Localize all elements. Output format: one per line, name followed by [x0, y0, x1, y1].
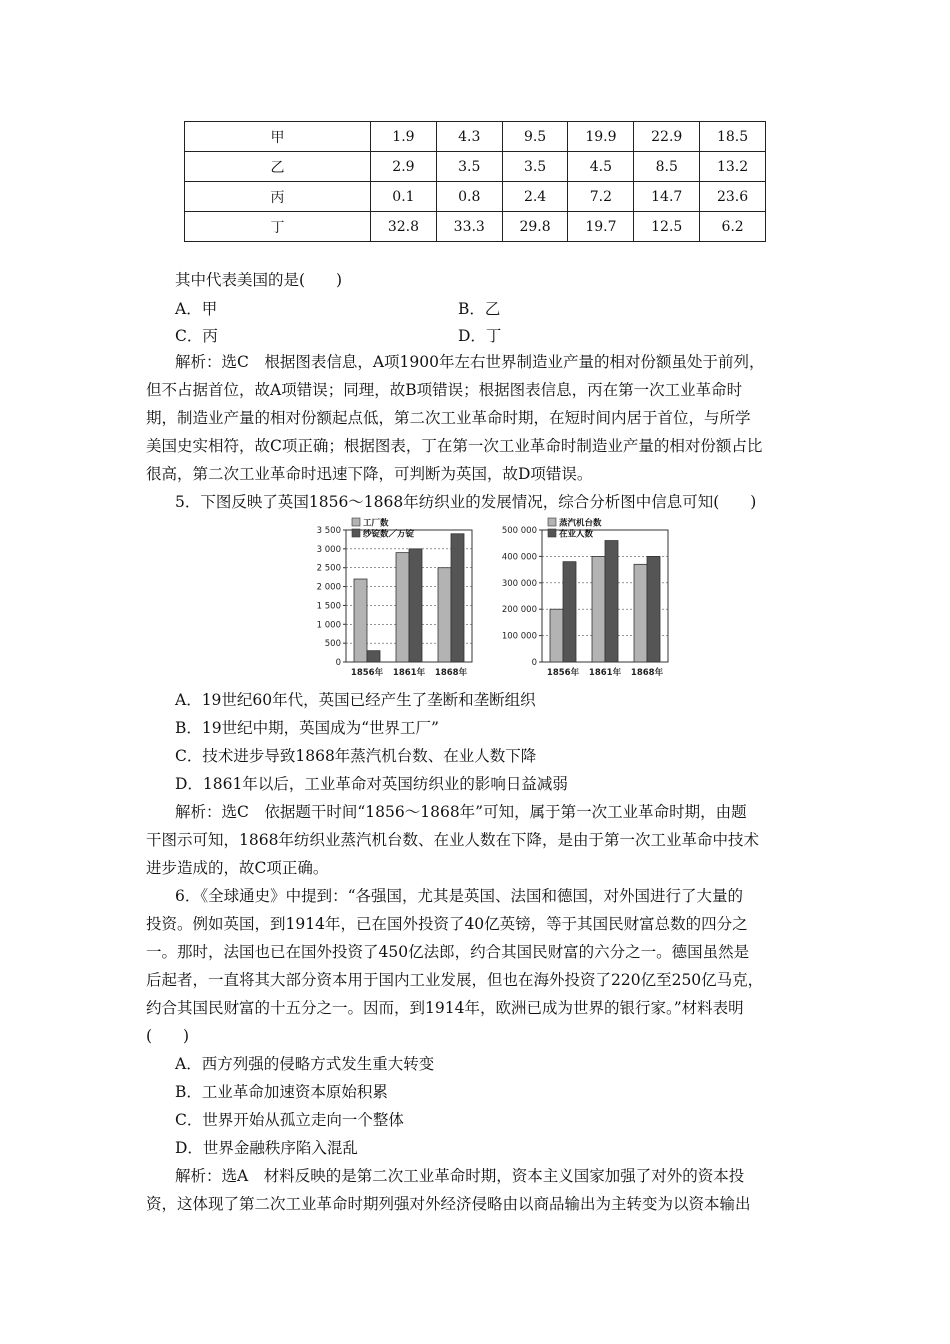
factory-spindle-chart — [300, 516, 480, 682]
table-cell: 0.1 — [371, 182, 437, 212]
y-tick-label: 0 — [531, 658, 537, 668]
bar — [367, 651, 380, 662]
table-cell: 3.5 — [436, 152, 502, 182]
data-table — [184, 121, 766, 242]
legend-label: 蒸汽机台数 — [559, 518, 602, 529]
analysis-line: 进步造成的，故C项正确。 — [146, 859, 329, 877]
table-cell: 2.9 — [371, 152, 437, 182]
question-stem: 约合其国民财富的十五分之一。因而，到1914年，欧洲已成为世界的银行家。”材料表明 — [146, 999, 744, 1017]
table-cell: 4.5 — [568, 152, 634, 182]
legend-swatch — [352, 529, 360, 537]
table-cell: 22.9 — [634, 122, 700, 152]
y-tick-label: 2 500 — [316, 563, 341, 574]
option-b: B．工业革命加速资本原始积累 — [175, 1083, 388, 1101]
table-cell: 12.5 — [634, 212, 700, 242]
table-cell: 14.7 — [634, 182, 700, 212]
option-a: A．19世纪60年代，英国已经产生了垄断和垄断组织 — [175, 691, 536, 709]
option-c: C．丙 — [175, 327, 218, 345]
table-cell: 19.9 — [568, 122, 634, 152]
table-cell: 32.8 — [371, 212, 437, 242]
table-cell: 1.9 — [371, 122, 437, 152]
legend-label: 纱锭数／万锭 — [363, 529, 415, 540]
bar — [592, 556, 605, 662]
table-cell: 0.8 — [436, 182, 502, 212]
bar — [396, 553, 409, 662]
analysis-line: 解析：选A 材料反映的是第二次工业革命时期，资本主义国家加强了对外的资本投 — [175, 1167, 745, 1185]
question-stem: 其中代表美国的是( ) — [175, 271, 343, 289]
steam-worker-chart — [496, 516, 676, 682]
y-tick-label: 3 500 — [316, 526, 341, 536]
y-tick-label: 400 000 — [501, 552, 537, 563]
table-cell: 4.3 — [436, 122, 502, 152]
table-cell: 2.4 — [502, 182, 568, 212]
table-cell: 9.5 — [502, 122, 568, 152]
option-a: A．甲 — [175, 300, 218, 318]
y-tick-label: 300 000 — [501, 578, 537, 589]
table-row-label: 乙 — [185, 152, 371, 182]
option-d: D．世界金融秩序陷入混乱 — [175, 1139, 358, 1157]
table-row — [185, 122, 766, 152]
y-tick-label: 200 000 — [501, 605, 537, 616]
y-tick-label: 1 000 — [316, 620, 341, 631]
option-b: B．19世纪中期，英国成为“世界工厂” — [175, 719, 439, 737]
bar — [605, 541, 618, 662]
bar — [550, 609, 563, 662]
bar — [563, 562, 576, 662]
bar — [647, 556, 660, 662]
table-row-label: 丁 — [185, 212, 371, 242]
analysis-line: 解析：选C 依据题干时间“1856～1868年”可知，属于第一次工业革命时期，由题 — [175, 803, 747, 821]
legend-swatch — [548, 529, 556, 537]
y-tick-label: 1 500 — [316, 601, 341, 612]
table-cell: 6.2 — [700, 212, 766, 242]
legend-swatch — [548, 518, 556, 526]
y-tick-label: 2 000 — [316, 582, 341, 593]
bar — [354, 579, 367, 662]
table-cell: 13.2 — [700, 152, 766, 182]
table-row — [185, 212, 766, 242]
table-cell: 8.5 — [634, 152, 700, 182]
y-tick-label: 500 000 — [501, 526, 537, 536]
option-c: C．技术进步导致1868年蒸汽机台数、在业人数下降 — [175, 747, 537, 765]
table-cell: 3.5 — [502, 152, 568, 182]
bar — [438, 568, 451, 662]
table-cell: 23.6 — [700, 182, 766, 212]
table-cell: 18.5 — [700, 122, 766, 152]
analysis-line: 解析：选C 根据图表信息，A项1900年左右世界制造业产量的相对份额虽处于前列， — [175, 353, 765, 371]
table-row-label: 甲 — [185, 122, 371, 152]
y-tick-label: 0 — [335, 658, 341, 668]
table-cell: 29.8 — [502, 212, 568, 242]
bar — [634, 564, 647, 662]
legend-swatch — [352, 518, 360, 526]
table-cell: 19.7 — [568, 212, 634, 242]
analysis-line: 资，这体现了第二次工业革命时期列强对外经济侵略由以商品输出为主转变为以资本输出 — [146, 1195, 751, 1213]
x-tick-label: 1861年 — [588, 668, 622, 678]
y-tick-label: 100 000 — [501, 631, 537, 642]
analysis-line: 很高，第二次工业革命时迅速下降，可判断为英国，故D项错误。 — [146, 465, 593, 483]
legend-label: 在业人数 — [559, 529, 594, 540]
table-cell: 7.2 — [568, 182, 634, 212]
x-tick-label: 1861年 — [392, 668, 426, 678]
option-b: B．乙 — [458, 300, 501, 318]
question-stem: 投资。例如英国，到1914年，已在国外投资了40亿英镑，等于其国民财富总数的四分之 — [146, 915, 748, 933]
x-tick-label: 1856年 — [350, 668, 384, 678]
bar — [409, 549, 422, 662]
analysis-line: 期，制造业产量的相对份额起点低，第二次工业革命时期，在短时间内居于首位，与所学 — [146, 409, 751, 427]
table-row — [185, 152, 766, 182]
x-tick-label: 1868年 — [630, 668, 664, 678]
question-stem: 后起者，一直将其大部分资本用于国内工业发展，但也在海外投资了220亿至250亿马克， — [146, 971, 764, 989]
legend-label: 工厂数 — [363, 518, 389, 529]
table-row — [185, 182, 766, 212]
x-tick-label: 1856年 — [546, 668, 580, 678]
option-c: C．世界开始从孤立走向一个整体 — [175, 1111, 404, 1129]
option-d: D．丁 — [458, 327, 502, 345]
analysis-line: 美国史实相符，故C项正确；根据图表，丁在第一次工业革命时制造业产量的相对份额占比 — [146, 437, 763, 455]
analysis-line: 但不占据首位，故A项错误；同理，故B项错误；根据图表信息，丙在第一次工业革命时 — [146, 381, 743, 399]
question-stem: ( ) — [146, 1027, 190, 1045]
question-stem: 一。那时，法国也已在国外投资了450亿法郎，约合其国民财富的六分之一。德国虽然是 — [146, 943, 750, 961]
question-stem: 5．下图反映了英国1856～1868年纺织业的发展情况，综合分析图中信息可知( ) — [175, 493, 757, 511]
bar — [451, 534, 464, 662]
option-d: D．1861年以后，工业革命对英国纺织业的影响日益减弱 — [175, 775, 568, 793]
option-a: A．西方列强的侵略方式发生重大转变 — [175, 1055, 435, 1073]
table-row-label: 丙 — [185, 182, 371, 212]
table-cell: 33.3 — [436, 212, 502, 242]
y-tick-label: 500 — [324, 639, 341, 650]
y-tick-label: 3 000 — [316, 544, 341, 555]
x-tick-label: 1868年 — [434, 668, 468, 678]
question-stem: 6．《全球通史》中提到：“各强国，尤其是英国、法国和德国，对外国进行了大量的 — [175, 887, 744, 905]
analysis-line: 干图示可知，1868年纺织业蒸汽机台数、在业人数在下降，是由于第一次工业革命中技术 — [146, 831, 759, 849]
